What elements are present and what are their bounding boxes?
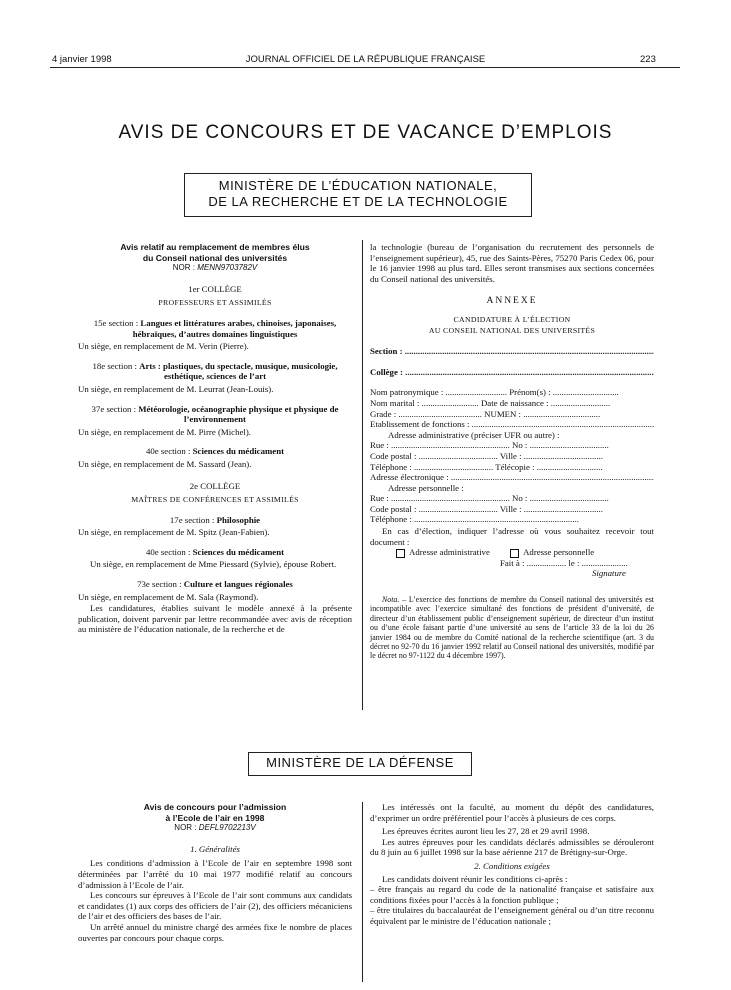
air-nor-label: NOR :: [174, 823, 197, 833]
avis-air-title-line2: à l’Ecole de l’air en 1998: [165, 812, 265, 823]
section-40b-number: 40e section :: [145, 546, 191, 557]
ministry-education-line1: MINISTÈRE DE L’ÉDUCATION NATIONALE,: [218, 178, 498, 193]
form-email-label: Adresse électronique :: [370, 472, 449, 483]
checkbox-admin[interactable]: [396, 549, 405, 558]
section-18-title: Arts : plastiques, du spectacle, musique, musicologie, esthétique, sciences de l’art: [139, 360, 338, 382]
form-grade-label: Grade :: [370, 408, 397, 419]
section-17-heading: [78, 515, 352, 526]
ministry-defense-box: [248, 752, 472, 776]
condition-baccalaureat: – être titulaires du baccalauréat de l’enseignement général ou d’un titre reconnu équivalent par le ministre de l’éducation nationale ;: [370, 905, 654, 926]
checkbox-admin-label: Adresse administrative: [409, 547, 490, 558]
college2-heading: 2e COLLÈGE: [189, 480, 241, 491]
section-15-title: Langues et littératures arabes, chinoises, japonaises, hébraïques, d’autres domaines linguistiques: [132, 317, 337, 339]
form-choice-text: En cas d’élection, indiquer l’adresse où vous souhaitez recevoir tout document :: [370, 526, 654, 547]
form-nom-label: Nom patronymique :: [370, 387, 444, 398]
form-cp-line-1: Code postal : .................................... Ville : ....................................: [370, 450, 603, 461]
avis-air-nor: [78, 823, 352, 834]
section-conditions: 2. Conditions exigées: [474, 860, 550, 871]
avis-ecole-air-right: [370, 802, 654, 927]
form-adr-perso-heading: Adresse personnelle :: [388, 482, 464, 493]
form-prenoms-label: Prénom(s) :: [509, 387, 551, 398]
annexe-subtitle-2: AU CONSEIL NATIONAL DES UNIVERSITÉS: [428, 325, 596, 335]
form-fait-line: Fait à : .................. le : .....................: [500, 557, 628, 568]
form-ville-label-2: Ville :: [499, 503, 522, 514]
form-choice-options: [370, 547, 654, 558]
form-signature: Signature: [592, 568, 626, 579]
avis-cnu-closing: Les candidatures, établies suivant le modèle annexé à la présente publication, doivent parvenir par lettre recommandée avec avis de réception au ministère de l’éducation nationale, de la recherche et de: [78, 603, 352, 635]
avis-cnu-closing-continued: la technologie (bureau de l’organisation du recrutement des personnels de l’enseignement supérieur), 45, rue des Saints-Pères, 75270 Paris Cedex 06, pour le 16 janvier 1998 au plus tard. Elles seront transmises aux sections concernées du Conseil national des universités.: [370, 242, 654, 284]
section-17-title: Philosophie: [216, 514, 261, 525]
form-tel-label-2: Téléphone :: [370, 514, 412, 525]
section-40b-heading: [78, 547, 352, 558]
form-birthdate-label: Date de naissance :: [480, 397, 549, 408]
form-marital-label: Nom marital :: [370, 397, 420, 408]
form-college-label: Collège :: [370, 366, 403, 377]
form-no-label-2: No :: [511, 493, 528, 504]
section-17-text: Un siège, en remplacement de M. Spitz (Jean-Fabien).: [78, 527, 270, 538]
section-40b-text: Un siège, en remplacement de Mme Piessard (Sylvie), épouse Robert.: [90, 559, 337, 570]
nor-label: NOR :: [172, 263, 195, 273]
avis-cnu-nor: [78, 263, 352, 274]
section-37-heading: [78, 404, 352, 425]
section-40a-text: Un siège, en remplacement de M. Sassard (Jean).: [78, 458, 252, 469]
note-label: Nota.: [382, 595, 400, 605]
avis-cnu-title-line2: du Conseil national des universités: [142, 252, 288, 263]
form-marital-line: Nom marital : .......................... Date de naissance : ...........................: [370, 397, 611, 408]
para-ordre-preferentiel: Les intéressés ont la faculté, au moment du dépôt des candidatures, d’exprimer un ordre préférentiel pour l’accès à plusieurs de ces corps.: [370, 802, 654, 823]
para-autres-epreuves: Les autres épreuves pour les candidats déclarés admissibles se dérouleront du 8 juin au 6 juillet 1998 sur la base aérienne 217 de Brétigny-sur-Orge.: [370, 836, 654, 858]
header-journal: JOURNAL OFFICIEL DE LA RÉPUBLIQUE FRANÇAISE: [245, 54, 486, 65]
form-tel-line-2: Téléphone : ...........................................................................: [370, 514, 579, 525]
section-73-heading: [78, 579, 352, 590]
form-grade-line: Grade : ...................................... NUMEN : ...................................: [370, 408, 601, 419]
section-generalites: 1. Généralités: [190, 843, 240, 854]
air-nor-code: DEFL9702213V: [198, 823, 256, 833]
annexe-subtitle-1: CANDIDATURE À L’ÉLECTION: [453, 314, 571, 324]
avis-ecole-air-left: [78, 802, 352, 943]
section-40a-title: Sciences du médicament: [192, 446, 285, 457]
form-college-line: [370, 367, 654, 378]
form-cp-label-2: Code postal :: [370, 503, 417, 514]
form-rue-label-2: Rue :: [370, 493, 389, 504]
form-section-line: [370, 346, 654, 357]
avis-air-title-line1: Avis de concours pour l’admission: [143, 802, 287, 812]
header-rule: [50, 67, 680, 68]
section-73-text: Un siège, en remplacement de M. Sala (Raymond).: [78, 591, 259, 602]
para-conditions-intro: Les candidats doivent réunir les conditions ci-après :: [382, 873, 568, 884]
section-40b-title: Sciences du médicament: [192, 546, 285, 557]
column-divider: [362, 240, 363, 710]
column-divider-2: [362, 802, 363, 982]
form-no-label-1: No :: [511, 440, 528, 451]
form-ville-label-1: Ville :: [499, 450, 522, 461]
form-le-label: le :: [568, 557, 580, 568]
form-etab-line: [370, 419, 654, 430]
condition-nationalite: – être français au regard du code de la nationalité française et satisfaire aux conditions fixées pour l’accès à la fonction publique ;: [370, 884, 654, 905]
avis-cnu-column: [78, 242, 352, 635]
section-40a-number: 40e section :: [145, 446, 191, 457]
section-15-number: 15e section :: [93, 317, 139, 328]
section-17-number: 17e section :: [169, 514, 215, 525]
form-section-label: Section :: [370, 346, 403, 357]
section-18-text: Un siège, en remplacement de M. Leurrat (Jean-Louis).: [78, 383, 274, 394]
form-rue-line-1: Rue : ...................................................... No : ....................................: [370, 440, 609, 451]
note-text: – L’exercice des fonctions de membre du Conseil national des universités est incompatible avec l’exercice simultané des fonctions de président d’université, de directeur d’un établissement public d’enseignement supérieur, de directeur d’un institut ou d’une école faisant partie d’une université au sens de l’article 33 de la loi du 26 janvier 1984 ou de membre du Comité national de la recherche scientifique (art. 3 du décret no 92-70 du 16 janvier 1992 relatif au Conseil national des universités, modifié par le décret no 97-1122 du 4 décembre 1997).: [370, 595, 654, 661]
form-tel-label-1: Téléphone :: [370, 461, 412, 472]
form-cp-line-2: Code postal : .................................... Ville : ....................................: [370, 503, 603, 514]
college2-subheading: MAÎTRES DE CONFÉRENCES ET ASSIMILÉS: [131, 495, 299, 505]
annexe-column: [370, 242, 654, 661]
ministry-defense-title: MINISTÈRE DE LA DÉFENSE: [266, 755, 454, 770]
form-tel-line-1: Téléphone : .................................... Télécopie : ..............................: [370, 461, 603, 472]
header-page-number: 223: [640, 54, 656, 65]
form-nom-line: Nom patronymique : ............................ Prénom(s) : ..............................: [370, 387, 619, 398]
form-adr-admin-heading: Adresse administrative (préciser UFR ou autre) :: [388, 429, 560, 440]
form-etab-label: Etablissement de fonctions :: [370, 419, 470, 430]
section-18-heading: [78, 361, 352, 382]
avis-cnu-title-line1: Avis relatif au remplacement de membres élus: [120, 242, 310, 252]
checkbox-perso-label: Adresse personnelle: [523, 547, 595, 558]
form-numen-label: NUMEN :: [484, 408, 522, 419]
para-concours-communs: Les concours sur épreuves à l’Ecole de l’air sont communs aux candidats et candidates (1) aux corps des officiers de l’air (2), des officiers mécaniciens de l’air et des officiers des bases de l’air.: [78, 890, 352, 922]
section-15-heading: [78, 318, 352, 339]
form-rue-label-1: Rue :: [370, 440, 389, 451]
section-37-text: Un siège, en remplacement de M. Pirre (Michel).: [78, 426, 251, 437]
para-arrete-annuel: Un arrêté annuel du ministre chargé des armées fixe le nombre de places ouvertes par concours pour chaque corps.: [78, 921, 352, 943]
checkbox-perso[interactable]: [510, 549, 519, 558]
form-email-line: [370, 472, 654, 483]
annexe-title: ANNEXE: [486, 296, 538, 307]
para-conditions-admission: Les conditions d’admission à l’Ecole de l’air en septembre 1998 sont déterminées par l’arrêté du 10 mai 1977 modifié relatif au concours d’admission à l’Ecole de l’air.: [78, 858, 352, 890]
form-rue-line-2: Rue : ...................................................... No : ....................................: [370, 493, 609, 504]
annexe-note: [370, 595, 654, 661]
page-title: AVIS DE CONCOURS ET DE VACANCE D’EMPLOIS: [118, 122, 613, 143]
form-fax-label: Télécopie :: [495, 461, 535, 472]
section-73-number: 73e section :: [137, 579, 182, 590]
section-37-title: Météorologie, océanographie physique et physique de l’environnement: [138, 403, 339, 425]
college1-heading: 1er COLLÈGE: [188, 283, 242, 294]
para-epreuves-ecrites: Les épreuves écrites auront lieu les 27, 28 et 29 avril 1998.: [382, 826, 590, 837]
section-40a-heading: [78, 446, 352, 457]
section-37-number: 37e section :: [91, 403, 137, 414]
nor-code: MENN9703782V: [197, 263, 258, 273]
college1-subheading: PROFESSEURS ET ASSIMILÉS: [158, 298, 272, 308]
section-15-text: Un siège, en remplacement de M. Verin (Pierre).: [78, 341, 249, 352]
ministry-education-box: [184, 173, 532, 217]
section-73-title: Culture et langues régionales: [183, 579, 293, 590]
ministry-education-line2: DE LA RECHERCHE ET DE LA TECHNOLOGIE: [208, 194, 508, 209]
header-date: 4 janvier 1998: [52, 54, 112, 65]
section-18-number: 18e section :: [92, 360, 137, 371]
form-fait-label: Fait à :: [500, 557, 525, 568]
form-cp-label-1: Code postal :: [370, 450, 417, 461]
